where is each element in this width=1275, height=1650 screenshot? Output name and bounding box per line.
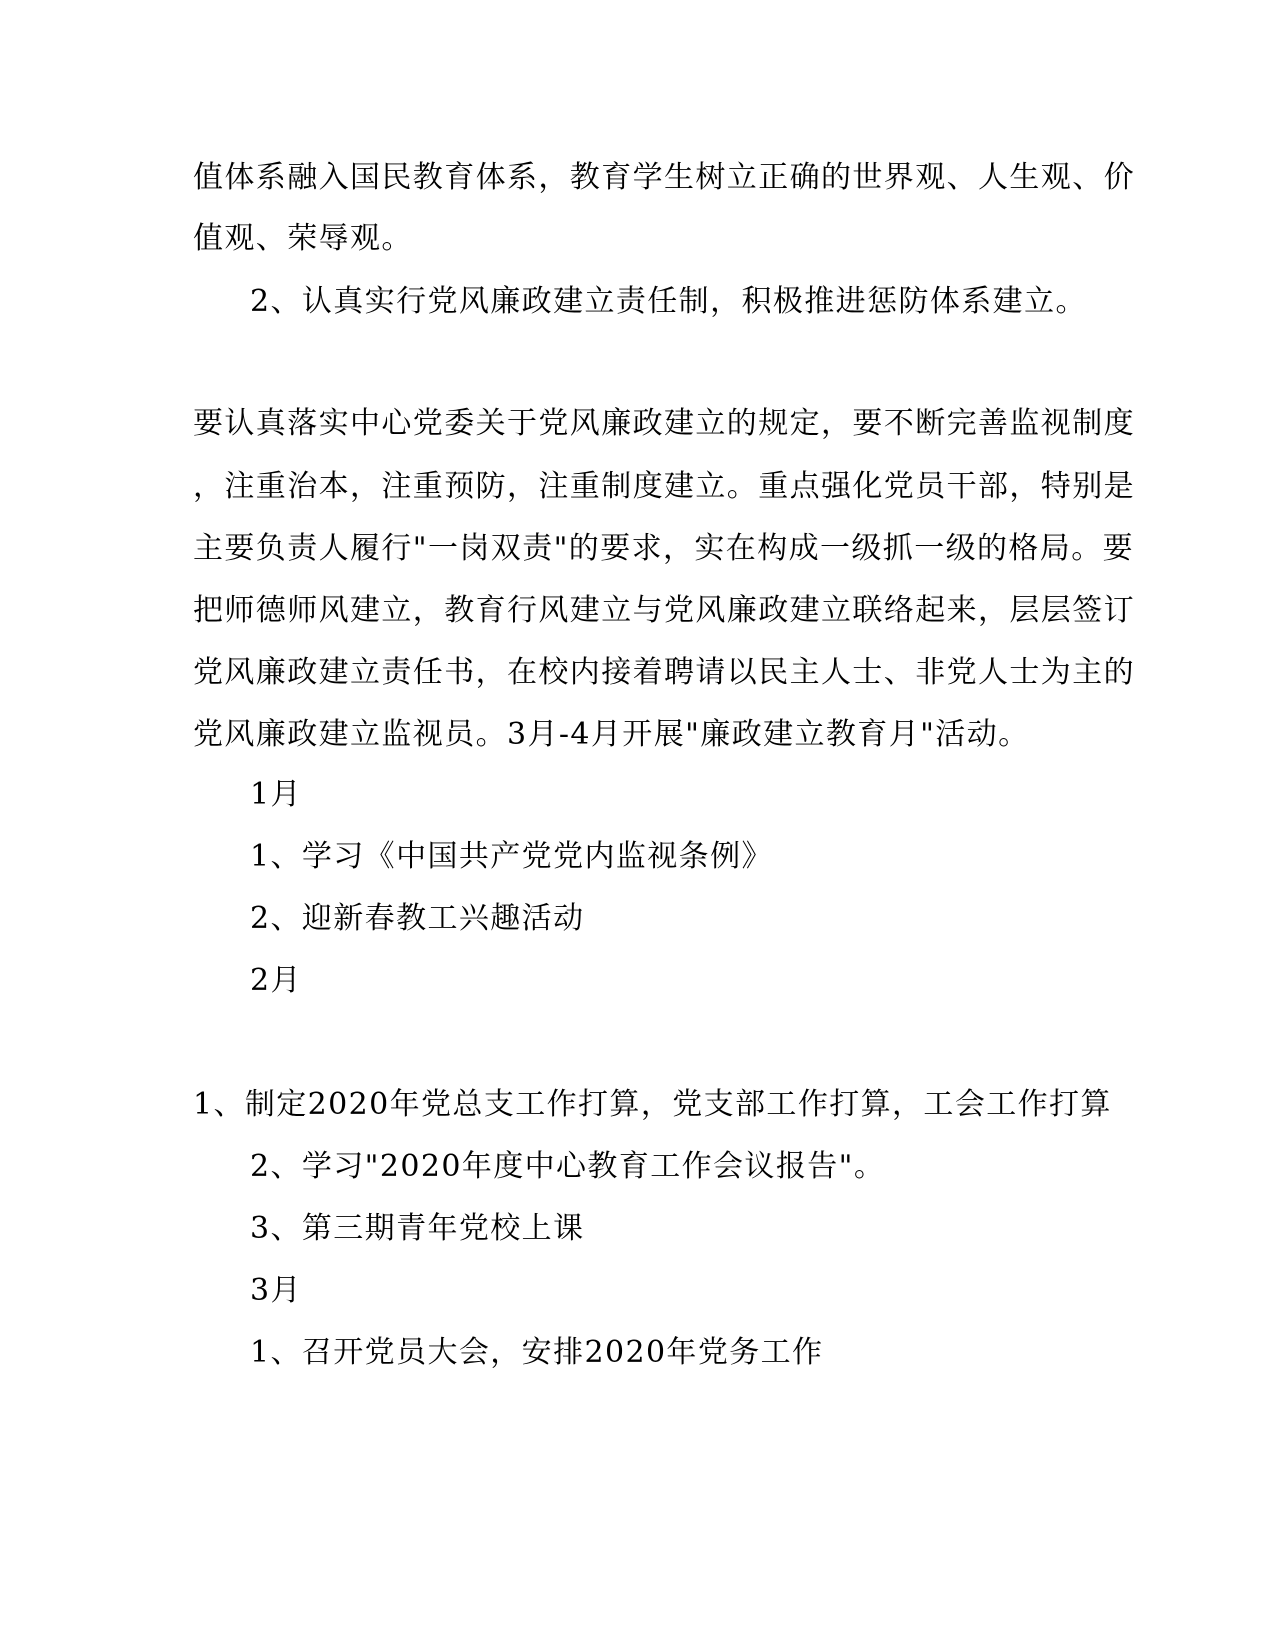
list-item: 1、制定2020年党总支工作打算，党支部工作打算，工会工作打算 [193, 1087, 1112, 1122]
paragraph-line: 把师德师风建立，教育行风建立与党风廉政建立联络起来，层层签订 [193, 593, 1135, 628]
list-item: 1、学习《中国共产党党内监视条例》 [250, 839, 773, 874]
month-heading: 3月 [250, 1273, 302, 1308]
paragraph-line: 值体系融入国民教育体系，教育学生树立正确的世界观、人生观、价 [193, 160, 1135, 195]
list-item: 2、学习"2020年度中心教育工作会议报告"。 [250, 1149, 886, 1184]
list-item: 1、召开党员大会，安排2020年党务工作 [250, 1335, 824, 1370]
paragraph-line: 要认真落实中心党委关于党风廉政建立的规定，要不断完善监视制度 [193, 406, 1135, 441]
paragraph-line: 党风廉政建立责任书，在校内接着聘请以民主人士、非党人士为主的 [193, 655, 1135, 690]
month-heading: 1月 [250, 777, 302, 812]
list-item: 3、第三期青年党校上课 [250, 1211, 585, 1246]
list-item: 2、认真实行党风廉政建立责任制，积极推进惩防体系建立。 [250, 284, 1087, 319]
paragraph-line: 值观、荣辱观。 [193, 221, 413, 256]
paragraph-line: 党风廉政建立监视员。3月-4月开展"廉政建立教育月"活动。 [193, 717, 1030, 752]
month-heading: 2月 [250, 963, 302, 998]
paragraph-line: ，注重治本，注重预防，注重制度建立。重点强化党员干部，特别是 [193, 469, 1135, 504]
list-item: 2、迎新春教工兴趣活动 [250, 901, 585, 936]
paragraph-line: 主要负责人履行"一岗双责"的要求，实在构成一级抓一级的格局。要 [193, 531, 1134, 566]
